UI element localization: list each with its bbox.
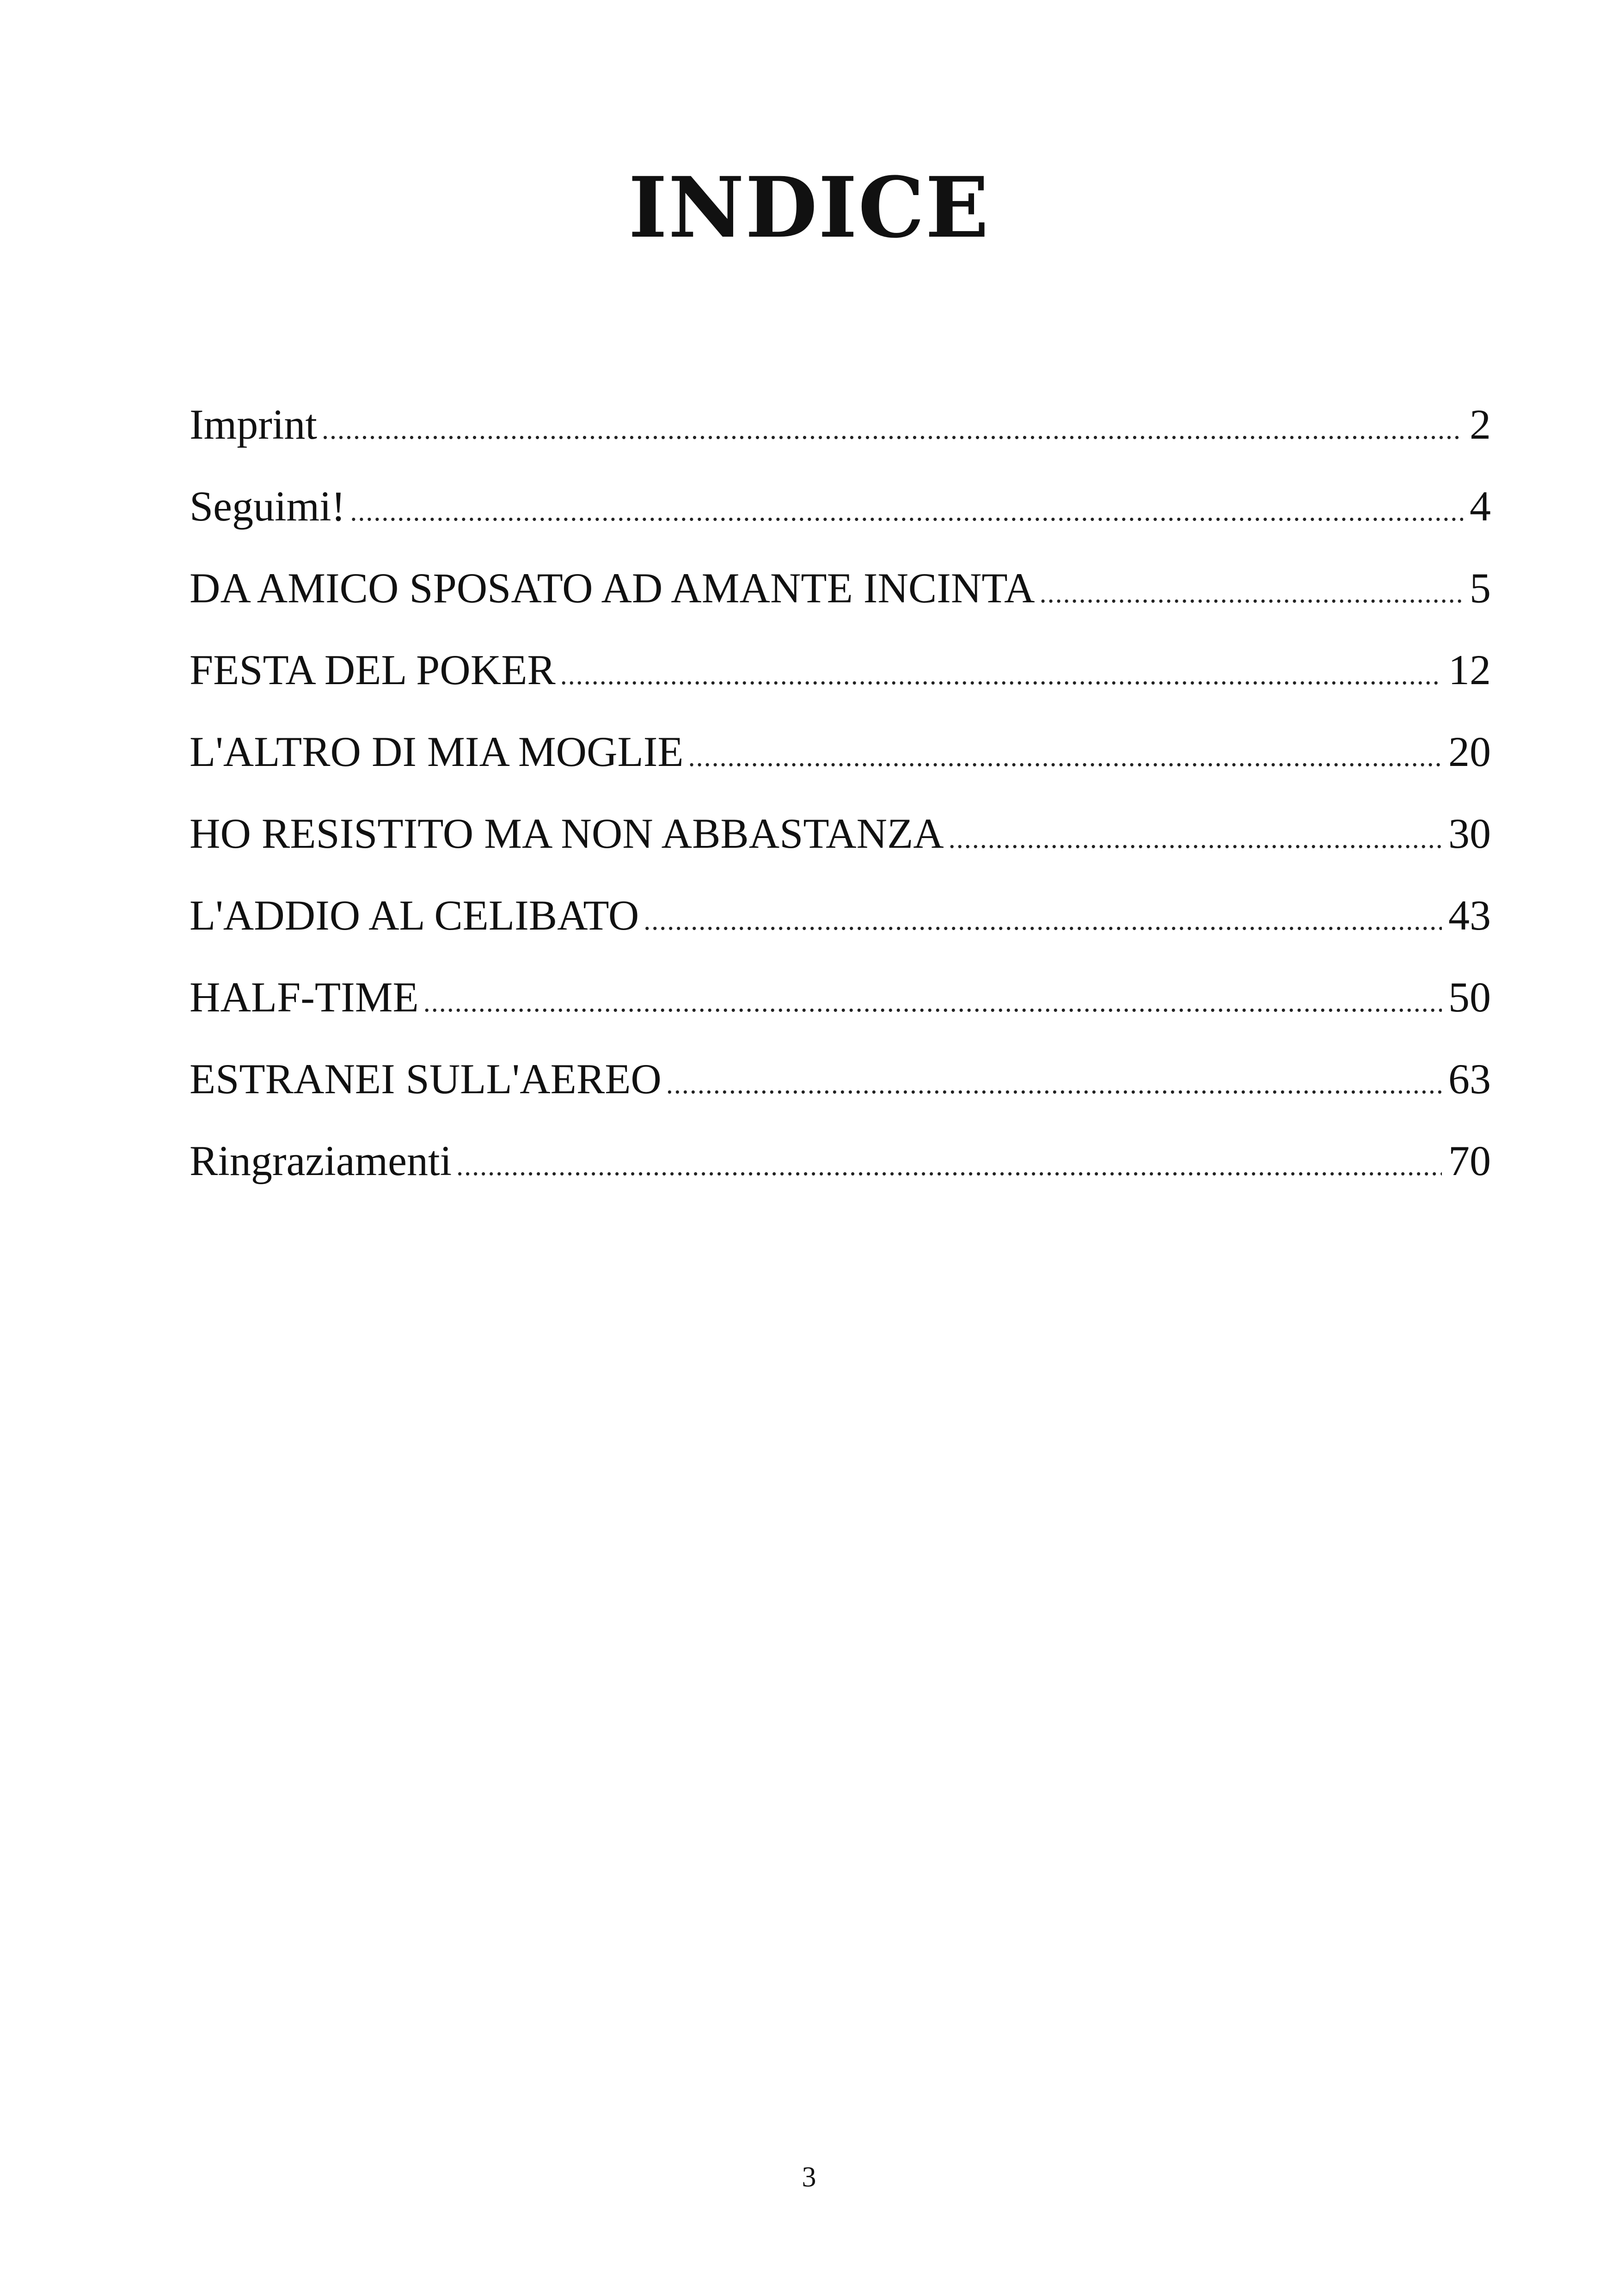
toc-dot-leader [688, 716, 1442, 798]
toc-entry-page: 4 [1470, 483, 1491, 530]
toc-entry-title: Imprint [190, 401, 317, 448]
toc-dot-leader [560, 634, 1442, 716]
toc-entry[interactable] [190, 793, 1491, 875]
toc-entry-title: HALF-TIME [190, 974, 419, 1021]
toc-entry-title: FESTA DEL POKER [190, 646, 556, 693]
toc-entry-page: 43 [1448, 892, 1491, 939]
toc-entry-title: L'ALTRO DI MIA MOGLIE [190, 728, 684, 775]
toc-entry-title: HO RESISTITO MA NON ABBASTANZA [190, 810, 944, 857]
toc-entry[interactable] [190, 875, 1491, 956]
toc-entry-page: 70 [1448, 1137, 1491, 1184]
page-title: INDICE [628, 159, 990, 257]
toc-entry[interactable] [190, 465, 1491, 547]
toc-entry-page: 20 [1448, 728, 1491, 775]
toc-entry-page: 12 [1448, 646, 1491, 693]
toc-entry-title: L'ADDIO AL CELIBATO [190, 892, 639, 939]
toc-entry[interactable] [190, 1038, 1491, 1120]
toc-entry[interactable] [190, 956, 1491, 1038]
toc-entry-title: Ringraziamenti [190, 1137, 452, 1184]
toc-entry-title: Seguimi! [190, 483, 346, 530]
toc-entry-page: 63 [1448, 1055, 1491, 1102]
toc-dot-leader [1040, 552, 1463, 634]
toc-dot-leader [322, 389, 1463, 471]
toc-dot-leader [456, 1125, 1442, 1207]
toc-entry[interactable] [190, 384, 1491, 465]
toc-entry[interactable] [190, 547, 1491, 629]
toc-dot-leader [666, 1043, 1442, 1125]
page-number: 3 [802, 2161, 816, 2193]
toc-dot-leader [644, 880, 1442, 961]
toc-dot-leader [949, 798, 1442, 880]
toc-entry[interactable] [190, 629, 1491, 711]
toc-entry-title: DA AMICO SPOSATO AD AMANTE INCINTA [190, 564, 1035, 612]
toc-entry-page: 50 [1448, 974, 1491, 1021]
toc-entry[interactable] [190, 711, 1491, 793]
toc-entry[interactable] [190, 1120, 1491, 1202]
table-of-contents [190, 384, 1491, 1202]
toc-dot-leader [423, 961, 1442, 1043]
toc-entry-page: 2 [1470, 401, 1491, 448]
toc-entry-page: 5 [1470, 564, 1491, 612]
toc-dot-leader [350, 471, 1463, 552]
toc-entry-page: 30 [1448, 810, 1491, 857]
toc-entry-title: ESTRANEI SULL'AEREO [190, 1055, 662, 1102]
